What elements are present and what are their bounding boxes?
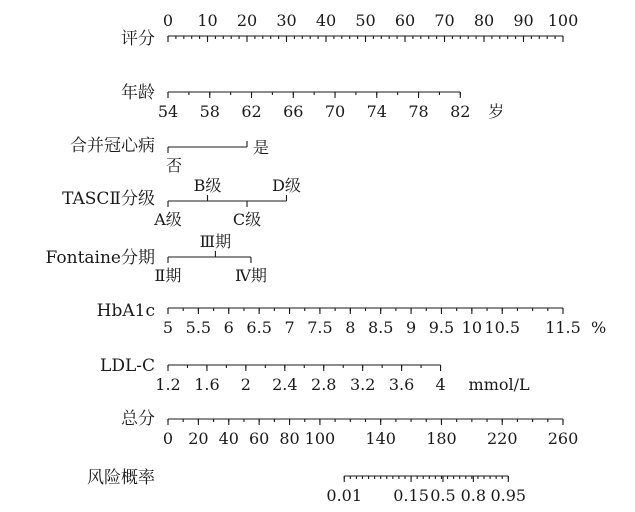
age-unit-label: 岁: [488, 102, 505, 121]
age-tick-label-1: 58: [199, 102, 220, 121]
total-tick-label-2: 40: [218, 429, 239, 448]
risk-row-label: 风险概率: [87, 468, 155, 488]
risk-tick-label-4: 0.95: [490, 486, 527, 505]
hba1c-tick-label-12: 11.5: [545, 318, 581, 337]
points-tick-label-6: 60: [394, 11, 416, 30]
hba1c-tick-label-1: 5.5: [185, 318, 212, 337]
risk-tick-label-2: 0.5: [430, 486, 456, 505]
hba1c-unit-label: %: [591, 318, 607, 337]
age-tick-label-6: 78: [408, 102, 429, 121]
fontaine-cat-label-2: Ⅳ期: [234, 266, 267, 285]
hba1c-tick-label-5: 7.5: [307, 318, 333, 337]
total-tick-label-8: 220: [486, 429, 518, 448]
ldl-tick-label-2: 2: [240, 375, 251, 394]
ldl-unit-label: mmol/L: [468, 375, 530, 394]
tasc-cat-label-2: C级: [232, 210, 262, 229]
total-tick-label-7: 180: [426, 429, 457, 448]
points-tick-label-7: 70: [434, 11, 455, 30]
hba1c-tick-label-0: 5: [162, 318, 174, 337]
cad-cat-label-1: 是: [253, 138, 270, 157]
points-tick-label-3: 30: [276, 11, 297, 30]
ldl-row-label: LDL-C: [100, 356, 155, 376]
age-row-label: 年龄: [121, 83, 155, 103]
fontaine-cat-label-1: Ⅲ期: [199, 232, 232, 251]
cad-cat-label-0: 否: [165, 156, 183, 175]
risk-tick-label-0: 0.01: [326, 486, 363, 505]
points-tick-label-4: 40: [315, 11, 337, 30]
tasc-cat-label-3: D级: [272, 176, 301, 195]
points-row-label: 评分: [121, 29, 155, 49]
fontaine-row-label: Fontaine分期: [45, 248, 155, 268]
hba1c-tick-label-9: 9.5: [428, 318, 455, 337]
hba1c-tick-label-11: 10.5: [484, 318, 521, 337]
total-tick-label-5: 100: [304, 429, 336, 448]
points-tick-label-5: 50: [355, 11, 376, 30]
total-tick-label-9: 260: [547, 429, 579, 448]
risk-tick-label-1: 0.15: [393, 486, 429, 505]
hba1c-tick-label-2: 6: [223, 318, 234, 337]
tasc-cat-label-0: A级: [154, 210, 182, 229]
hba1c-tick-label-6: 8: [345, 318, 356, 337]
points-tick-label-9: 90: [513, 11, 534, 30]
ldl-tick-label-3: 2.4: [272, 375, 298, 394]
age-tick-label-2: 62: [241, 102, 262, 121]
tasc-row-label: TASCⅡ分级: [62, 189, 155, 209]
age-tick-label-4: 70: [324, 102, 346, 121]
hba1c-tick-label-10: 10: [461, 318, 483, 337]
points-tick-label-8: 80: [473, 11, 495, 30]
ldl-tick-label-0: 1.2: [155, 375, 181, 394]
hba1c-tick-label-7: 8.5: [367, 318, 394, 337]
points-tick-label-10: 100: [547, 11, 579, 30]
hba1c-row-label: HbA1c: [96, 301, 155, 321]
ldl-tick-label-4: 2.8: [311, 375, 337, 394]
age-tick-label-0: 54: [157, 102, 179, 121]
total-tick-label-6: 140: [365, 429, 396, 448]
hba1c-tick-label-3: 6.5: [246, 318, 272, 337]
hba1c-tick-label-8: 9: [405, 318, 417, 337]
fontaine-cat-label-0: Ⅱ期: [154, 266, 182, 285]
age-tick-label-3: 66: [283, 102, 304, 121]
risk-tick-label-3: 0.8: [460, 486, 487, 505]
age-tick-label-5: 74: [366, 102, 387, 121]
ldl-tick-label-6: 3.6: [388, 375, 415, 394]
ldl-tick-label-1: 1.6: [194, 375, 220, 394]
total-tick-label-1: 20: [188, 429, 209, 448]
ldl-tick-label-5: 3.2: [349, 375, 376, 394]
hba1c-tick-label-4: 7: [284, 318, 295, 337]
total-tick-label-4: 80: [279, 429, 300, 448]
age-tick-label-7: 82: [450, 102, 471, 121]
tasc-cat-label-1: B级: [193, 176, 222, 195]
total-tick-label-3: 60: [248, 429, 270, 448]
ldl-tick-label-7: 4: [435, 375, 446, 394]
points-tick-label-2: 20: [236, 11, 258, 30]
total-tick-label-0: 0: [162, 429, 174, 448]
cad-row-label: 合并冠心病: [70, 136, 155, 156]
points-tick-label-0: 0: [162, 11, 174, 30]
points-tick-label-1: 10: [197, 11, 218, 30]
total-row-label: 总分: [121, 409, 155, 429]
